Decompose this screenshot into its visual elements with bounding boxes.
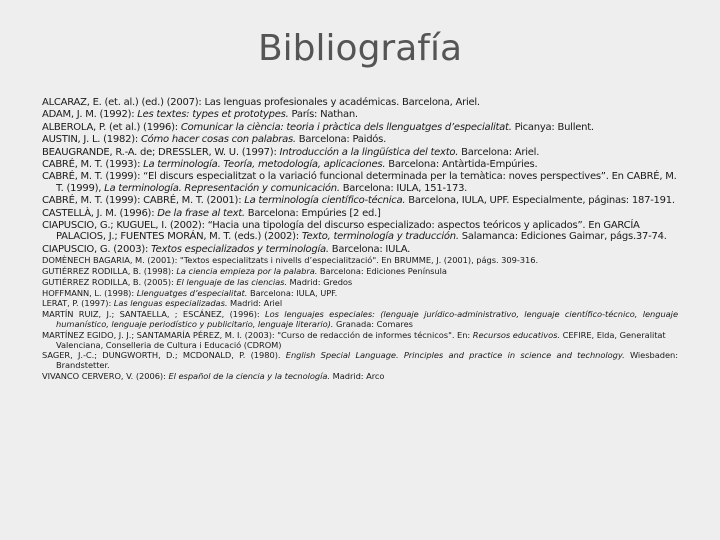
reference-entry: CABRÉ, M. T. (1993): La terminología. Teoría, metodología, aplicaciones. Barcelona: Antàrtida-Empúries. — [42, 159, 538, 171]
reference-entry: MARTÍN RUIZ, J.; SANTAELLA, ; ESCÁNEZ, (1996): Los lenguajes especiales: (lenguaje jurídico-administrativo, lenguaje científico-técnico, lenguaje humanístico, lenguaje periodístico y publicitario, lenguaje literario). Granada: Comares — [42, 309, 678, 330]
reference-entry: AUSTIN, J. L. (1982): Cómo hacer cosas con palabras. Barcelona: Paidós. — [42, 134, 387, 146]
reference-entry: MARTÍNEZ EGIDO, J. J.; SANTAMARÍA PÉREZ, M. I. (2003): "Curso de redacción de informes técnicos". En: Recursos educativos. CEFIRE, Elda, Generalitat Valenciana, Conselleria de Cultura i Educació (CDROM) — [42, 329, 666, 350]
reference-entry: CASTELLÀ, J. M. (1996): De la frase al text. Barcelona: Empúries [2 ed.] — [42, 207, 381, 219]
reference-entry: CABRÉ, M. T. (1999): CABRÉ, M. T. (2001): La terminología científico-técnica. Barcelona, IULA, UPF. Especialmente, páginas: 187-191. — [42, 195, 675, 207]
reference-entry: GUTIÉRREZ RODILLA, B. (1998): La ciencia empieza por la palabra. Barcelona: Ediciones Península — [42, 266, 447, 277]
reference-entry: SAGER, J.-C.; DUNGWORTH, D.; MCDONALD, P. (1980). English Special Language. Principles and practice in science and technology. Wiesbaden: Brandstetter. — [42, 350, 678, 371]
reference-entry: ALCARAZ, E. (et. al.) (ed.) (2007): Las lenguas profesionales y académicas. Barcelona, Ariel. — [42, 97, 480, 108]
page-title: Bibliografía — [257, 28, 463, 69]
bibliography-list — [42, 97, 678, 383]
reference-entry: LERAT, P. (1997): Las lenguas especializadas. Madrid: Ariel — [42, 298, 283, 309]
reference-entry: BEAUGRANDE, R.-A. de; DRESSLER, W. U. (1997): Introducción a la lingüística del texto. Barcelona: Ariel. — [42, 146, 540, 158]
reference-entry: ADAM, J. M. (1992): Les textes: types et prototypes. París: Nathan. — [42, 109, 358, 121]
reference-entry: CABRÉ, M. T. (1999): “El discurs especialitzat o la variació funcional determinada per la temàtica: noves perspectives”. En CABRÉ, M. T. (1999), La terminología. Representación y comunicación. Barcelona: IULA, 151-173. — [42, 171, 677, 194]
reference-entry: GUTIÉRREZ RODILLA, B. (2005): El lenguaje de las ciencias. Madrid: Gredos — [42, 276, 353, 287]
reference-entry: HOFFMANN, L. (1998): Llenguatges d’especialitat. Barcelona: IULA, UPF. — [42, 287, 338, 298]
reference-entry: VIVANCO CERVERO, V. (2006): El español de la ciencia y la tecnología. Madrid: Arco — [42, 371, 385, 382]
reference-entry: CIAPUSCIO, G. (2003): Textos especializados y terminología. Barcelona: IULA. — [42, 243, 411, 255]
reference-entry: DOMÈNECH BAGARIA, M. (2001): "Textos especialitzats i nivells d’especialització". En BRUMME, J. (2001), págs. 309-316. — [42, 255, 539, 266]
reference-entry: CIAPUSCIO, G.; KUGUEL, I. (2002): “Hacia una tipología del discurso especializado: aspectos teóricos y aplicados”. En GARCÍA PALACIOS, J.; FUENTES MORÁN, M. T. (eds.) (2002): Texto, terminología y traducción. Salamanca: Ediciones Gaimar, págs.37-74. — [42, 220, 667, 243]
reference-entry: ALBEROLA, P. (et al.) (1996): Comunicar la ciència: teoria i pràctica dels llenguatges d’especialitat. Picanya: Bullent. — [42, 121, 594, 133]
